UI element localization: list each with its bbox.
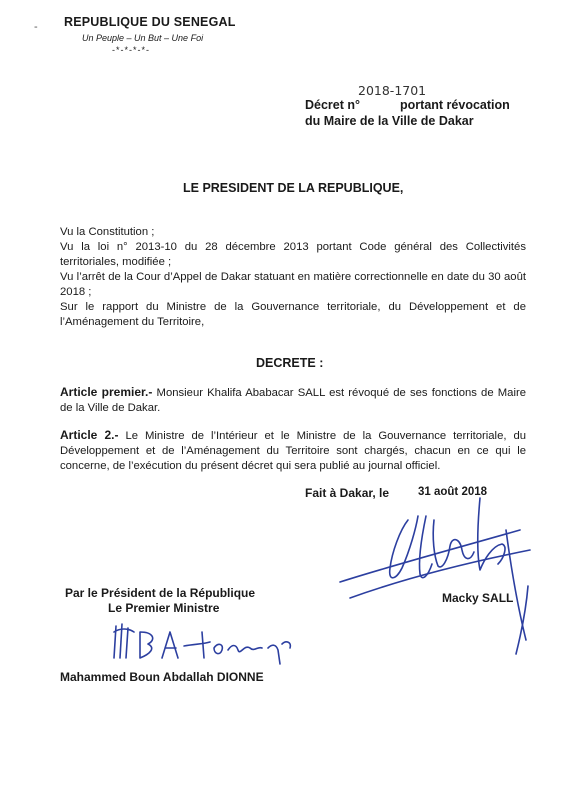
- signing-place: Fait à Dakar, le: [305, 486, 390, 500]
- signing-date: 31 août 2018: [418, 486, 488, 498]
- president-name: Macky SALL: [442, 591, 514, 605]
- visa-court-ruling: Vu l’arrêt de la Cour d’Appel de Dakar statuant en matière correctionnelle en date du 30 août 2018 ;: [60, 271, 526, 298]
- visa-constitution: Vu la Constitution ;: [60, 226, 155, 238]
- article-2-text: Le Ministre de l’Intérieur et le Ministre de la Gouvernance territoriale, du Développement et de l’Aménagement du Territoire sont chargés, chacun en ce qui le concerne, de l’exécution du présent décret qui sera publié au journal officiel.: [60, 430, 527, 472]
- countersign-line2: Le Premier Ministre: [108, 601, 220, 615]
- decree-title-line2: du Maire de la Ville de Dakar: [305, 114, 474, 128]
- visa-law: Vu la loi n° 2013-10 du 28 décembre 2013 portant Code général des Collectivités territoriales, modifiée ;: [60, 241, 526, 268]
- authority-heading: LE PRESIDENT DE LA REPUBLIQUE,: [183, 181, 404, 195]
- decree-title-prefix: Décret n°: [305, 98, 361, 112]
- decrete-heading: DECRETE :: [256, 356, 324, 370]
- prime-minister-signature: [110, 618, 300, 668]
- header-separator: -*-*-*-*-: [112, 45, 150, 55]
- president-signature: [330, 490, 560, 670]
- margin-mark: -: [34, 21, 38, 33]
- visas-block: [60, 225, 526, 330]
- article-2: [60, 428, 526, 474]
- visa-report: Sur le rapport du Ministre de la Gouvernance territoriale, du Développement et de l’Aménagement du Territoire,: [60, 301, 526, 328]
- decree-title-suffix: portant révocation: [400, 98, 510, 112]
- prime-minister-name: Mahammed Boun Abdallah DIONNE: [60, 670, 264, 684]
- article-1-label: Article premier.-: [60, 385, 153, 399]
- article-1-text: Monsieur Khalifa Ababacar SALL est révoqué de ses fonctions de Maire de la Ville de Dakar.: [60, 387, 527, 414]
- decree-number: 2018-1701: [358, 83, 427, 98]
- article-2-label: Article 2.-: [60, 428, 119, 442]
- country-name: REPUBLIQUE DU SENEGAL: [64, 15, 236, 29]
- article-1: [60, 385, 526, 416]
- decree-title-line1: [305, 98, 510, 112]
- national-motto: Un Peuple – Un But – Une Foi: [82, 33, 204, 43]
- countersign-line1: Par le Président de la République: [65, 586, 256, 600]
